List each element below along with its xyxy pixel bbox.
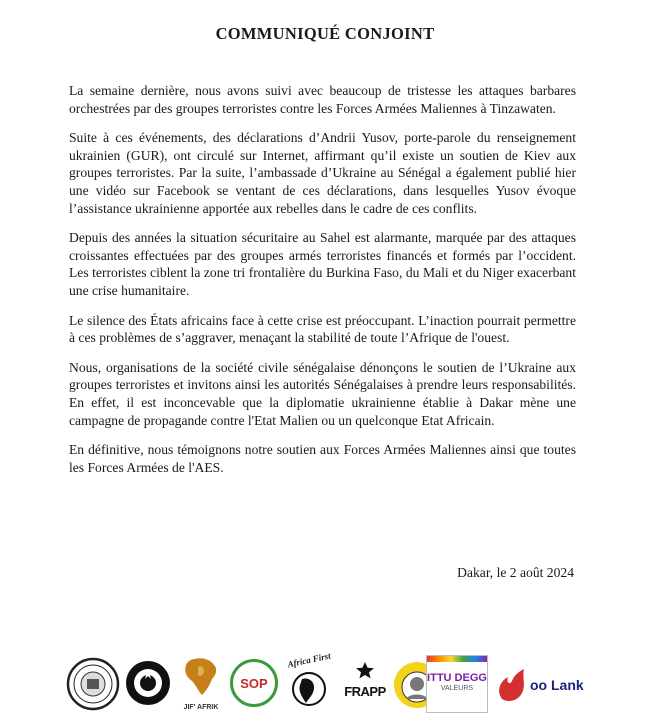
- logo-caption: JIF' AFRIK: [183, 704, 219, 711]
- logo-caption: Africa First: [286, 650, 332, 670]
- logo-caption: oo Lank: [530, 677, 584, 693]
- africa-first-logo-icon: [280, 650, 338, 713]
- africa-map-icon: [176, 655, 226, 699]
- paragraph: Le silence des États africains face à cette crise est préoccupant. L’inaction pourrait permettre à ces problèmes de s’aggraver, menaçant la stabilité de toute l’Afrique de l'ouest.: [69, 312, 576, 346]
- paragraph: Depuis des années la situation sécuritaire au Sahel est alarmante, marquée par des attaques croissantes effectuées par des groupes armés terroristes financés et formés par l’occident. Les terroristes ciblent la zone tri frontalière du Burkina Faso, du Mali et du Niger exacerbant une crise humanitaire.: [69, 230, 576, 298]
- logo-caption: ITTU DEGG: [427, 672, 487, 684]
- frapp-star-logo-icon: [342, 661, 388, 711]
- logo-caption: FRAPP: [344, 684, 386, 699]
- paragraph: Suite à ces événements, des déclarations d’Andrii Yusov, porte-parole du renseignement ukrainien (GUR), ont circulé sur Internet, affirmant qu’il existe un soutien de Kiev aux groupes terroristes. Par la suite, l’ambassade d’Ukraine au Sénégal a également publié hier une vidéo sur Facebook se ventant de ces déclarations, dans lesquelles Yusov évoque l’assistance ukrainienne apportée aux rebelles dans le cadre de ces conflits.: [69, 130, 576, 216]
- place-date-signoff: Dakar, le 2 août 2024: [457, 565, 574, 580]
- red-flame-icon: [494, 665, 528, 705]
- logo-caption: SOP: [240, 675, 268, 691]
- round-seal-logo-icon: [66, 657, 120, 711]
- ittu-degg-logo-icon: [426, 655, 488, 713]
- paragraph: Nous, organisations de la société civile sénégalaise dénonçons le soutien de l’Ukraine aux groupes terroristes et invitons ainsi les autorités Sénégalaises à prendre leurs responsabilités. En effet, il est inconcevable que la diplomatie ukrainienne établie à Dakar mène une campagne de propagande contre l'Etat Malien ou un quelconque Etat Africain.: [69, 359, 576, 428]
- green-circle-logo-icon: [230, 659, 278, 707]
- document-title: COMMUNIQUÉ CONJOINT: [215, 24, 435, 43]
- hand-globe-icon: [280, 665, 338, 711]
- paragraph: La semaine dernière, nous avons suivi avec beaucoup de tristesse les attaques barbares orchestrées par des groupes terroristes contre les Forces Armées Maliennes à Tinzawaten.: [69, 83, 576, 116]
- star-icon: [355, 661, 375, 679]
- paragraph: En définitive, nous témoignons notre soutien aux Forces Armées Maliennes ainsi que toutes les Forces Armées de l'AES.: [69, 442, 576, 475]
- black-circle-emblem-logo-icon: [124, 659, 172, 707]
- signatory-logos: [66, 650, 606, 715]
- color-bar: [427, 656, 487, 662]
- africa-map-logo-icon: [176, 655, 226, 713]
- document-body: [69, 82, 576, 488]
- logo-subcaption: VALEURS: [440, 685, 474, 692]
- oolank-logo-icon: [494, 661, 602, 709]
